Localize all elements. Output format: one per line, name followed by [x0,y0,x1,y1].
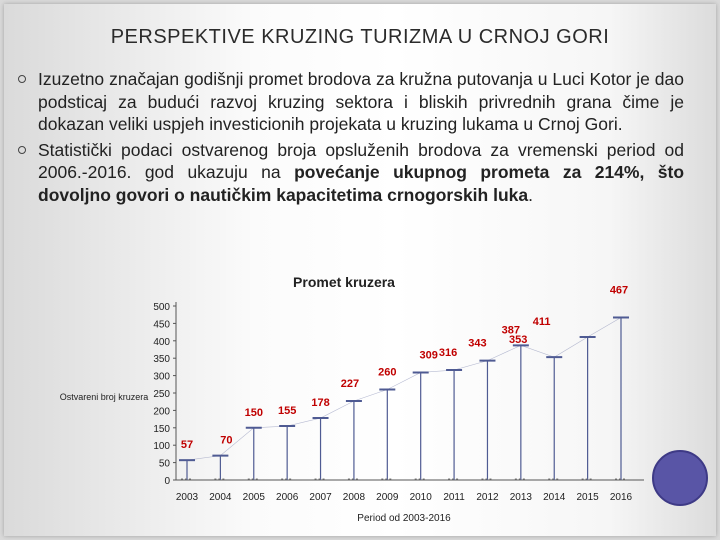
x-tick-label: 2007 [309,492,332,503]
x-tick-label: 2004 [209,492,232,503]
data-label: 309 [419,349,438,362]
y-tick-label: 200 [153,406,170,418]
x-tick-label: 2011 [443,492,465,503]
cruise-traffic-chart [4,4,716,536]
y-tick-label: 250 [153,389,170,400]
slide [4,4,716,536]
decorative-circle [652,450,708,506]
x-tick-label: 2009 [376,492,399,503]
bullet-text-end: . [528,184,533,205]
y-tick-label: 50 [158,458,170,470]
bullet-text-highlight: povećanje ukupnog prometa za 214%, što dovoljno govori o nautičkim kapacitetima crnogorskih luka [38,162,685,205]
data-label: 411 [532,315,551,328]
x-tick-label: 2015 [576,492,599,503]
series-line [187,317,621,460]
x-tick-label: 2013 [509,492,532,503]
data-label: 316 [438,347,458,360]
x-tick-label: 2003 [175,492,199,503]
x-axis-label: Period od 2003-2016 [357,513,451,524]
x-tick-label: 2014 [543,492,566,503]
bullet-text: Izuzetno značajan godišnji promet brodova za kružna putovanja u Luci Kotor je dao podsticaj za budući razvoj kruzing sektora i bliskih privrednih grana čime je dokazan veliki uspjeh investicionih projekata u kruzing lukama u Crnoj Gori. [38,69,684,134]
x-tick-label: 2006 [276,492,299,503]
data-label: 57 [180,439,194,452]
page-title: PERSPEKTIVE KRUZING TURIZMA U CRNOJ GORI [110,26,610,48]
data-label: 353 [509,334,528,347]
data-label: 260 [378,366,397,379]
y-tick-label: 150 [153,423,170,435]
y-tick-label: 300 [153,371,170,383]
data-label: 155 [277,405,297,418]
x-tick-label: 2005 [242,492,265,503]
y-tick-label: 500 [153,302,170,313]
data-label: 343 [468,337,487,350]
x-tick-label: 2008 [342,492,366,503]
bullet-text-start: Statistički podaci ostvarenog broja opsluženih brodova za vremenski period od 2006.-2016. god ukazuju na [38,139,684,182]
data-label: 150 [244,406,263,419]
data-label: 178 [311,397,330,410]
y-tick-label: 350 [153,354,170,366]
chart-title: Promet kruzera [293,274,395,290]
y-tick-label: 450 [153,319,170,331]
y-tick-label: 400 [153,336,170,348]
x-tick-label: 2016 [609,492,633,503]
x-tick-label: 2012 [476,492,499,503]
y-tick-label: 100 [153,441,170,453]
data-label: 70 [220,434,233,447]
y-axis-label: Ostvareni broj kruzera [59,392,149,402]
x-tick-label: 2010 [409,492,432,503]
data-label: 227 [340,378,360,391]
data-label: 387 [501,324,521,337]
data-label: 467 [609,284,629,297]
y-tick-label: 0 [164,476,170,487]
